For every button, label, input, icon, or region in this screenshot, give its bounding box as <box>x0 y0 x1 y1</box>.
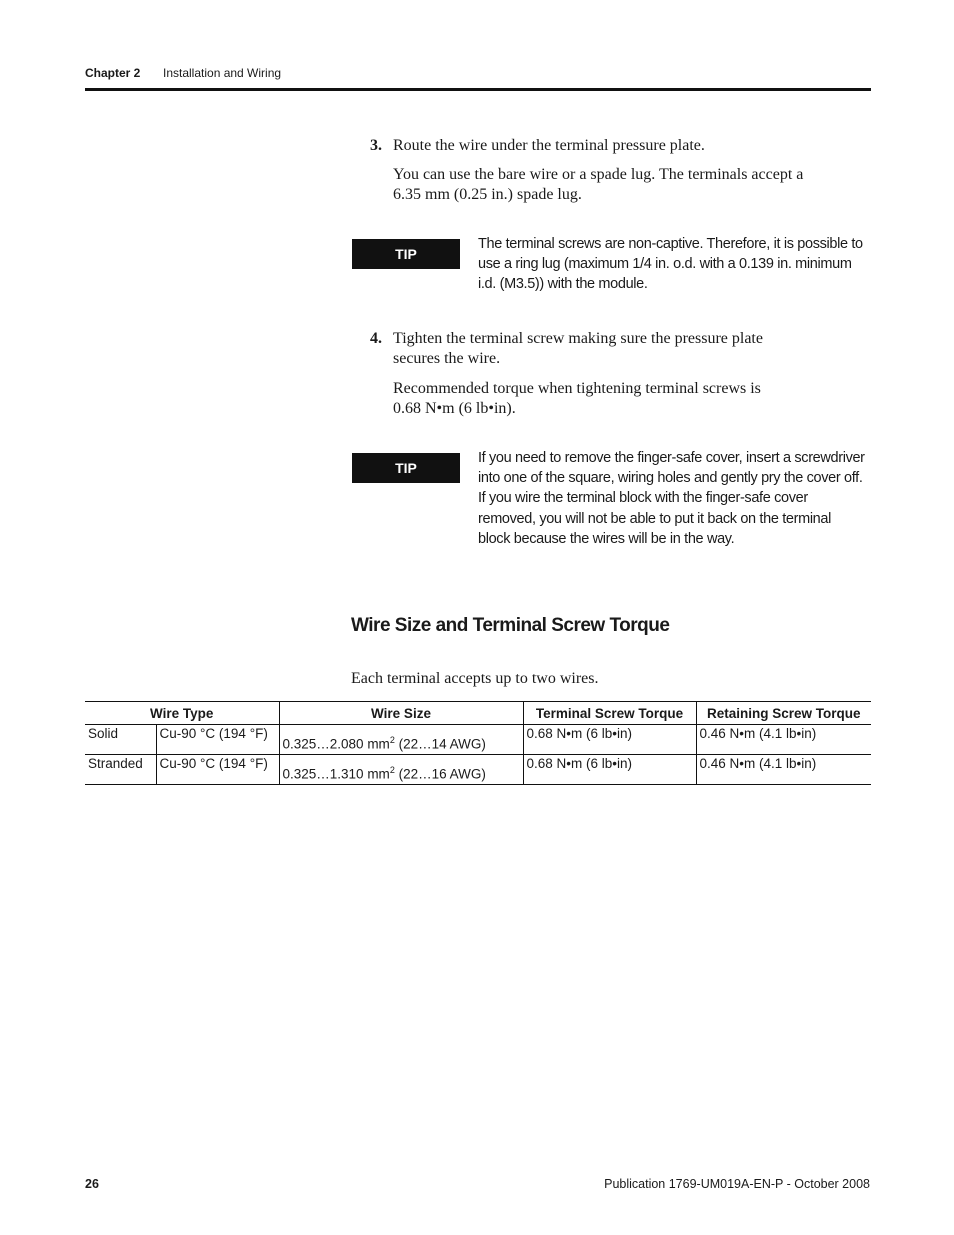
wire-type-cell: Stranded <box>85 755 156 785</box>
terminal-torque-cell: 0.68 N•m (6 lb•in) <box>523 725 696 755</box>
step-text <box>393 329 870 369</box>
tip-line: use a ring lug (maximum 1/4 in. o.d. with a 0.139 in. minimum <box>478 256 852 273</box>
step-detail-line: Recommended torque when tightening terminal screws is <box>393 380 761 397</box>
page-number: 26 <box>85 1177 99 1191</box>
intro-text: Each terminal accepts up to two wires. <box>351 670 599 687</box>
table-row <box>85 755 871 785</box>
table-header-row <box>85 702 871 725</box>
step-detail-line: 0.68 N•m (6 lb•in). <box>393 400 516 417</box>
retaining-torque-cell: 0.46 N•m (4.1 lb•in) <box>696 755 871 785</box>
header-wire-type: Wire Type <box>85 702 279 725</box>
section-label: Installation and Wiring <box>163 66 282 80</box>
wire-spec-table <box>85 701 871 785</box>
section-heading: Wire Size and Terminal Screw Torque <box>351 615 670 636</box>
chapter-label: Chapter 2 <box>85 66 141 80</box>
wire-size-cell: 0.325…1.310 $mm^2$ (22…16 AWG) <box>279 755 523 785</box>
header-terminal-torque: Terminal Screw Torque <box>523 702 696 725</box>
tip-line: i.d. (M3.5)) with the module. <box>478 276 648 293</box>
tip-line: If you wire the terminal block with the finger-safe cover <box>478 490 808 507</box>
step-text: Route the wire under the terminal pressure plate. <box>393 137 705 154</box>
tip-label: TIP <box>352 453 460 483</box>
header-wire-size: Wire Size <box>279 702 523 725</box>
rating-cell: Cu-90 °C (194 °F) <box>156 755 279 785</box>
step-detail <box>393 165 870 205</box>
step-text-line: secures the wire. <box>393 350 501 367</box>
rating-cell: Cu-90 °C (194 °F) <box>156 725 279 755</box>
terminal-torque-cell: 0.68 N•m (6 lb•in) <box>523 755 696 785</box>
tip-line: If you need to remove the finger-safe cover, insert a screwdriver <box>478 450 865 466</box>
publication-info: Publication 1769-UM019A-EN-P - October 2008 <box>604 1177 870 1191</box>
tip-text <box>478 234 873 295</box>
tip-text <box>478 448 873 549</box>
tip-line: block because the wires will be in the way. <box>478 530 735 547</box>
step-text-line: Tighten the terminal screw making sure the pressure plate <box>393 330 763 347</box>
header-divider <box>85 88 871 91</box>
wire-size-cell: 0.325…2.080 $mm^2$ (22…14 AWG) <box>279 725 523 755</box>
step-number: 3. <box>370 137 382 154</box>
tip-line: into one of the square, wiring holes and gently pry the cover off. <box>478 470 863 487</box>
wire-type-cell: Solid <box>85 725 156 755</box>
step-detail-line: 6.35 mm (0.25 in.) spade lug. <box>393 186 582 203</box>
tip-label: TIP <box>352 239 460 269</box>
step-number: 4. <box>370 330 382 347</box>
step-detail <box>393 379 870 419</box>
tip-line: The terminal screws are non-captive. Therefore, it is possible to <box>478 236 863 252</box>
retaining-torque-cell: 0.46 N•m (4.1 lb•in) <box>696 725 871 755</box>
step-detail-line: You can use the bare wire or a spade lug. The terminals accept a <box>393 166 804 183</box>
header-retaining-torque: Retaining Screw Torque <box>696 702 871 725</box>
table-row <box>85 725 871 755</box>
tip-line: removed, you will not be able to put it back on the terminal <box>478 510 831 527</box>
